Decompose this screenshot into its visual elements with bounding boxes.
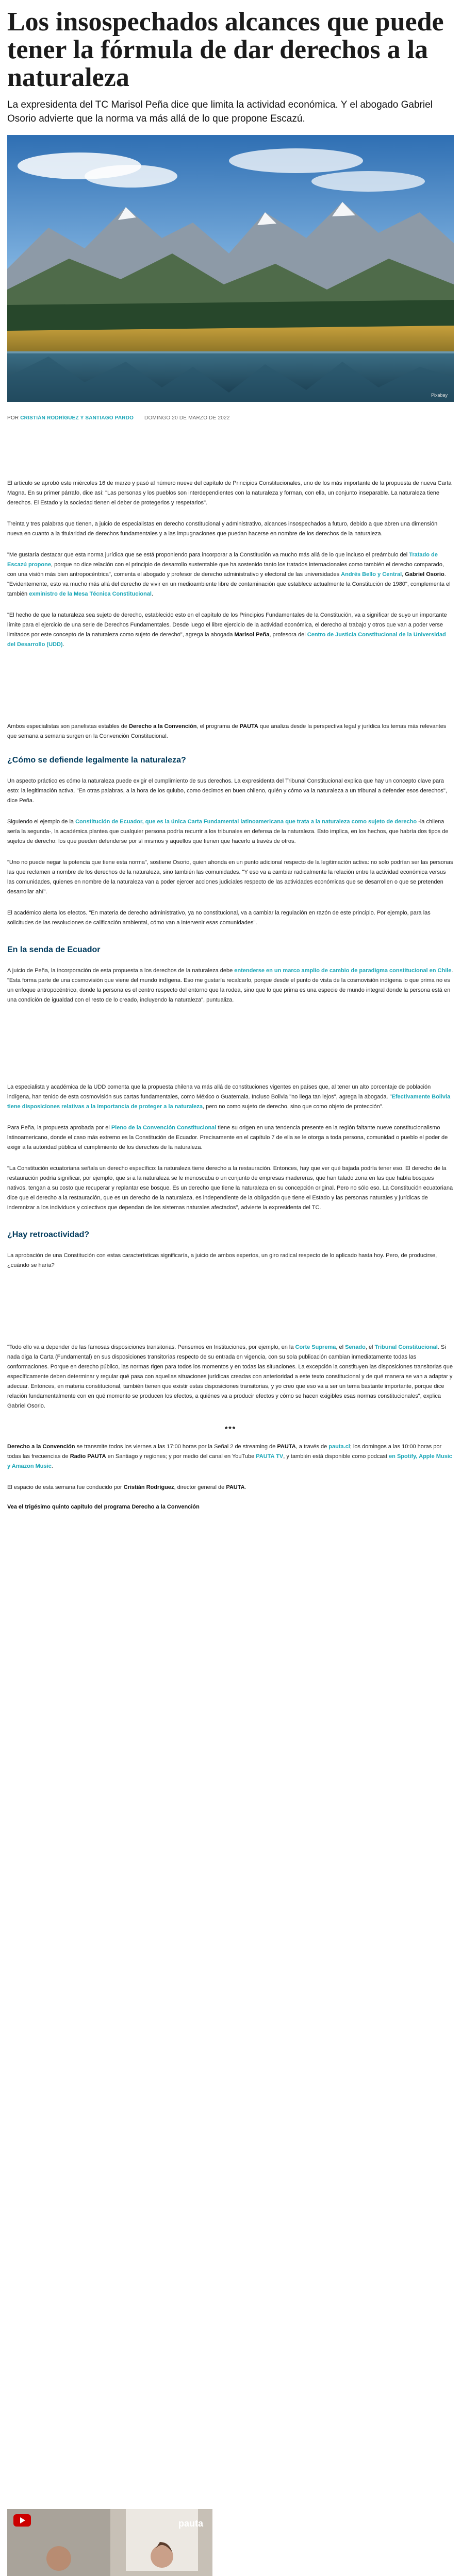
- link-podcasts[interactable]: en Spotify, Apple Music y Amazon Music: [7, 1453, 452, 1469]
- video-intro: Vea el trigésimo quinto capítulo del programa Derecho a la Convención: [7, 1504, 200, 1510]
- paragraph-13: "La Constitución ecuatoriana señala un derecho específico: la naturaleza tiene derecho a la restauración. Entonces, hay que ver qué bajada podría tener eso. El derecho de la restauración podría significar, por ejemplo, que si a la naturaleza se le menoscaba o un conjunto de empresas madereras, que han talado zona en las que había bosques nativos, tengan a su costo que recuperar y replantar ese bosque. Es un derecho que tiene la naturaleza en su concepción original. Pero no sólo eso. La Constitución ecuatoriana dice que el derecho a la restauración, que es un derecho de la naturaleza, es independiente de la obligación que tiene el Estado y las personas naturales y jurídicas de indemnizar a los individuos y colectivos que dependan de los sistemas naturales afectados", advierte la expresidenta del TC.: [7, 1165, 453, 1211]
- paragraph-14: La aprobación de una Constitución con estas características significaría, a juicio de ambos expertos, un giro radical respecto de lo aplicado hasta hoy. Pero, de producirse, ¿cuándo se haría?: [7, 1252, 437, 1268]
- paragraph-16: Derecho a la Convención se transmite todos los viernes a las 17:00 horas por la Señal 2 de streaming de PAUTA, a través de pauta.cl; los domingos a las 10:00 horas por todas las frecuencias de Radio PAUTA en Santiago y regiones; y por medio del canal en YouTube PAUTA TV, y también está disponible como podcast en Spotify, Apple Music y Amazon Music.: [7, 1444, 452, 1469]
- play-button-icon[interactable]: [13, 2514, 31, 2527]
- section-heading-3: ¿Hay retroactividad?: [7, 1230, 90, 1239]
- paragraph-4: "El hecho de que la naturaleza sea sujeto de derecho, establecido esto en el capítulo de los Principios Fundamentales de la Constitución, va a significar de suyo un importante límite para el ejercicio de una serie de Derechos Fundamentales. Desde luego el libre ejercicio de la actividad económica, el derecho al trabajo y otros que van a poder verse limitados por este concepto de la naturaleza como sujeto de derecho", agrega la abogada Marisol Peña, profesora del Centro de Justicia Constitucional de la Universidad del Desarrollo (UDD).: [7, 612, 447, 648]
- link-pauta-cl[interactable]: pauta.cl: [328, 1444, 350, 1450]
- article-body: [0, 479, 461, 1510]
- video-embed[interactable]: [7, 2509, 212, 2576]
- link-universidades[interactable]: Andrés Bello y Central: [341, 571, 402, 578]
- mountain-landscape-illustration: [7, 135, 454, 402]
- link-mesa-tecnica[interactable]: exministro de la Mesa Técnica Constitucional: [29, 591, 152, 597]
- section-heading-2: En la senda de Ecuador: [7, 945, 101, 954]
- paragraph-2: Treinta y tres palabras que tienen, a juicio de especialistas en derecho constitucional y administrativo, alcances insospechados a futuro, debido a que abren una dimensión nueva en cuanto a la titularidad de derechos fundamentales y a las impugnaciones que puedan hacerse en nombre de los derechos de la naturaleza.: [7, 521, 438, 537]
- paragraph-8: "Uno no puede negar la potencia que tiene esta norma", sostiene Osorio, quien ahonda en un punto adicional respecto de la legitimación activa: no solo podrían ser las personas las que reclamen a nombre de los derechos de la naturaleza, sino también las comunidades. "Y eso va a cambiar radicalmente la relación entre la actividad económica versus las comunidades, quienes en nombre de la naturaleza van a poder ejercer acciones judiciales respecto de las actividades económicas que se desarrollen o que se pretenden desarrollar ahí".: [7, 859, 453, 895]
- article-lede: La expresidenta del TC Marisol Peña dice que limita la actividad económica. Y el abogado Gabriel Osorio advierte que la norma va más allá de lo que propone Escazú.: [7, 99, 433, 124]
- link-senado[interactable]: Senado: [345, 1344, 366, 1350]
- paragraph-5: Ambos especialistas son panelistas estables de Derecho a la Convención, el programa de PAUTA que analiza desde la perspectiva legal y jurídica los temas más relevantes que semana a semana surgen en la Convención Constitucional.: [7, 723, 447, 739]
- paragraph-6: Un aspecto práctico es cómo la naturaleza puede exigir el cumplimiento de sus derechos. La expresidenta del Tribunal Constitucional explica que hay un concepto clave para esto: la legitimación activa. "En otras palabras, a la hora de los quiubo, como decimos en buen chileno, quién y cómo va la naturaleza a un tribunal a defender esos derechos", dice Peña.: [7, 778, 447, 804]
- paragraph-17: El espacio de esta semana fue conducido por Cristián Rodríguez, director general de PAUTA.: [7, 1484, 246, 1490]
- paragraph-10: A juicio de Peña, la incorporación de esta propuesta a los derechos de la naturaleza debe entenderse en un marco amplio de cambio de paradigma constitucional en Chile. "Esta forma parte de una cosmovisión que viene del mundo indígena. Eso me gustaría recalcarlo, porque desde el punto de vista de la cosmovisión indígena lo que prima no es un enfoque antropocéntrico, donde la persona es el centro respecto del entorno que la rodea, sino que lo que prima es una especie de mundo integral donde la persona está en una condición de igualdad con el resto de lo creado, incluyendo la naturaleza", puntualiza.: [7, 968, 453, 1003]
- article-header: [0, 0, 461, 126]
- paragraph-15: "Todo ello va a depender de las famosas disposiciones transitorias. Pensemos en Instituciones, por ejemplo, en la Corte Suprema, el Senado, el Tribunal Constitucional. Si nada diga la Carta (Fundamental) en sus disposiciones transitorias respecto de su entrada en vigencia, con su sola publicación cambian inmediatamente todas las conformaciones. Porque en derecho público, las normas rigen para todos los momentos y en todas las situaciones. La excepción la constituyen las disposiciones transitorias que específicamente deben determinar y regular qué pasa con aquellas situaciones jurídicas creadas con anterioridad a este texto constitucional y de qué manera se van a adaptar y adecuar. Entonces, en materia constitucional, también tienen que existir estas disposiciones transitorias, y yo creo que eso va a ser un tema bastante importante, porque dice relación fundamentalmente con en qué momento se producen los efectos, a quiénes va a producir efectos y cómo se hacen exigibles esas normas constitucionales", explica Gabriel Osorio.: [7, 1344, 453, 1409]
- paragraph-11: La especialista y académica de la UDD comenta que la propuesta chilena va más allá de constituciones vigentes en países que, al tener un alto porcentaje de población indígena, han tenido de esta cosmovisión sus cartas fundamentales, como México o Guatemala. Incluso Bolivia "no llega tan lejos", agrega la abogada. "Efectivamente Bolivia tiene disposiciones relativas a la importancia de proteger a la naturaleza, pero no como sujeto de derecho, sino que como objeto de protección".: [7, 1084, 451, 1110]
- link-corte-suprema[interactable]: Corte Suprema: [295, 1344, 336, 1350]
- paragraph-9: El académico alerta los efectos. "En materia de derecho administrativo, ya no constitucional, va a cambiar la regulación en razón de este principio. Por ejemplo, para las solicitudes de las resoluciones de calificación ambiental, cómo van a intervenir esas comunidades".: [7, 910, 431, 926]
- byline-authors[interactable]: CRISTIÁN RODRÍGUEZ Y SANTIAGO PARDO: [20, 415, 134, 421]
- link-centro-justicia[interactable]: Centro de Justicia Constitucional de la Universidad del Desarrollo (UDD): [7, 632, 446, 648]
- paragraph-7: Siguiendo el ejemplo de la Constitución de Ecuador, que es la única Carta Fundamental latinoamericana que trata a la naturaleza como sujeto de derecho -la chilena sería la segunda-, la académica plantea que cualquier persona podría recurrir a los tribunales en defensa de la naturaleza. Esto implica, en los hechos, que habría dos tipos de sujetos de derecho: los que pueden defenderse por sí mismos y aquellos que tienen que hacerlo a través de otros.: [7, 819, 449, 844]
- link-constitucion-ecuador[interactable]: Constitución de Ecuador, que es la única Carta Fundamental latinoamericana que trata a la naturaleza como sujeto de derecho: [75, 819, 417, 825]
- link-cambio-paradigma[interactable]: entenderse en un marco amplio de cambio de paradigma constitucional en Chile: [234, 968, 452, 974]
- separator-stars: ***: [224, 1425, 237, 1433]
- section-heading-1: ¿Cómo se defiende legalmente la naturaleza?: [7, 756, 186, 765]
- paragraph-1: El artículo se aprobó este miércoles 16 de marzo y pasó al número nueve del capítulo de Principios Constitucionales, uno de los más importante de la propuesta de nueva Carta Magna. En su primer párrafo, dice así: "Las personas y los pueblos son interdependientes con la naturaleza y forman, con ella, un conjunto inseparable. La naturaleza tiene derechos. El Estado y la sociedad tienen el deber de protegerlos y respetarlos".: [7, 480, 452, 506]
- byline-date: DOMINGO 20 DE MARZO DE 2022: [144, 415, 230, 421]
- link-pleno-convencion[interactable]: Pleno de la Convención Constitucional: [111, 1125, 217, 1131]
- link-pauta-tv[interactable]: PAUTA TV: [256, 1453, 284, 1460]
- link-tribunal-constitucional[interactable]: Tribunal Constitucional: [374, 1344, 438, 1350]
- byline-prefix: POR: [7, 415, 19, 421]
- link-bolivia[interactable]: Efectivamente Bolivia tiene disposiciones relativas a la importancia de proteger a la naturaleza: [7, 1094, 451, 1110]
- link-tratado-escazu[interactable]: Tratado de Escazú propone: [7, 552, 438, 568]
- paragraph-3: "Me gustaría destacar que esta norma jurídica que se está proponiendo para incorporar a la Constitución va mucho más allá de lo que incluso el preámbulo del Tratado de Escazú propone, porque no dice relación con el principio de desarrollo sustentable que ha sostenido tanto los tratados internacionales como también el derecho comparado, con una visión más bien antropocéntrica", comenta el abogado y profesor de derecho administrativo y electoral de las universidades Andrés Bello y Central, Gabriel Osorio. "Evidentemente, esto va mucho más allá del derecho de vivir en un medioambiente libre de contaminación que establece actualmente la Constitución de 1980", complementa el también exministro de la Mesa Técnica Constitucional.: [7, 552, 451, 597]
- hero-credit: Pixabay: [431, 393, 448, 398]
- video-brand-logo: pauta: [178, 2518, 203, 2529]
- byline: [7, 415, 454, 421]
- article-title: Los insospechados alcances que puede tener la fórmula de dar derechos a la naturaleza: [7, 7, 444, 92]
- paragraph-12: Para Peña, la propuesta aprobada por el Pleno de la Convención Constitucional tiene su origen en una tendencia presente en la región faltante nueve constitucionalismo latinoamericano, donde el caso más extremo es la Constitución de Ecuador. Precisamente en el capítulo 7 de ella se le otorga a toda persona, comunidad o pueblo el poder de exigir a la autoridad pública el cumplimiento de los derechos de la naturaleza.: [7, 1125, 448, 1150]
- hero-image: [7, 135, 454, 402]
